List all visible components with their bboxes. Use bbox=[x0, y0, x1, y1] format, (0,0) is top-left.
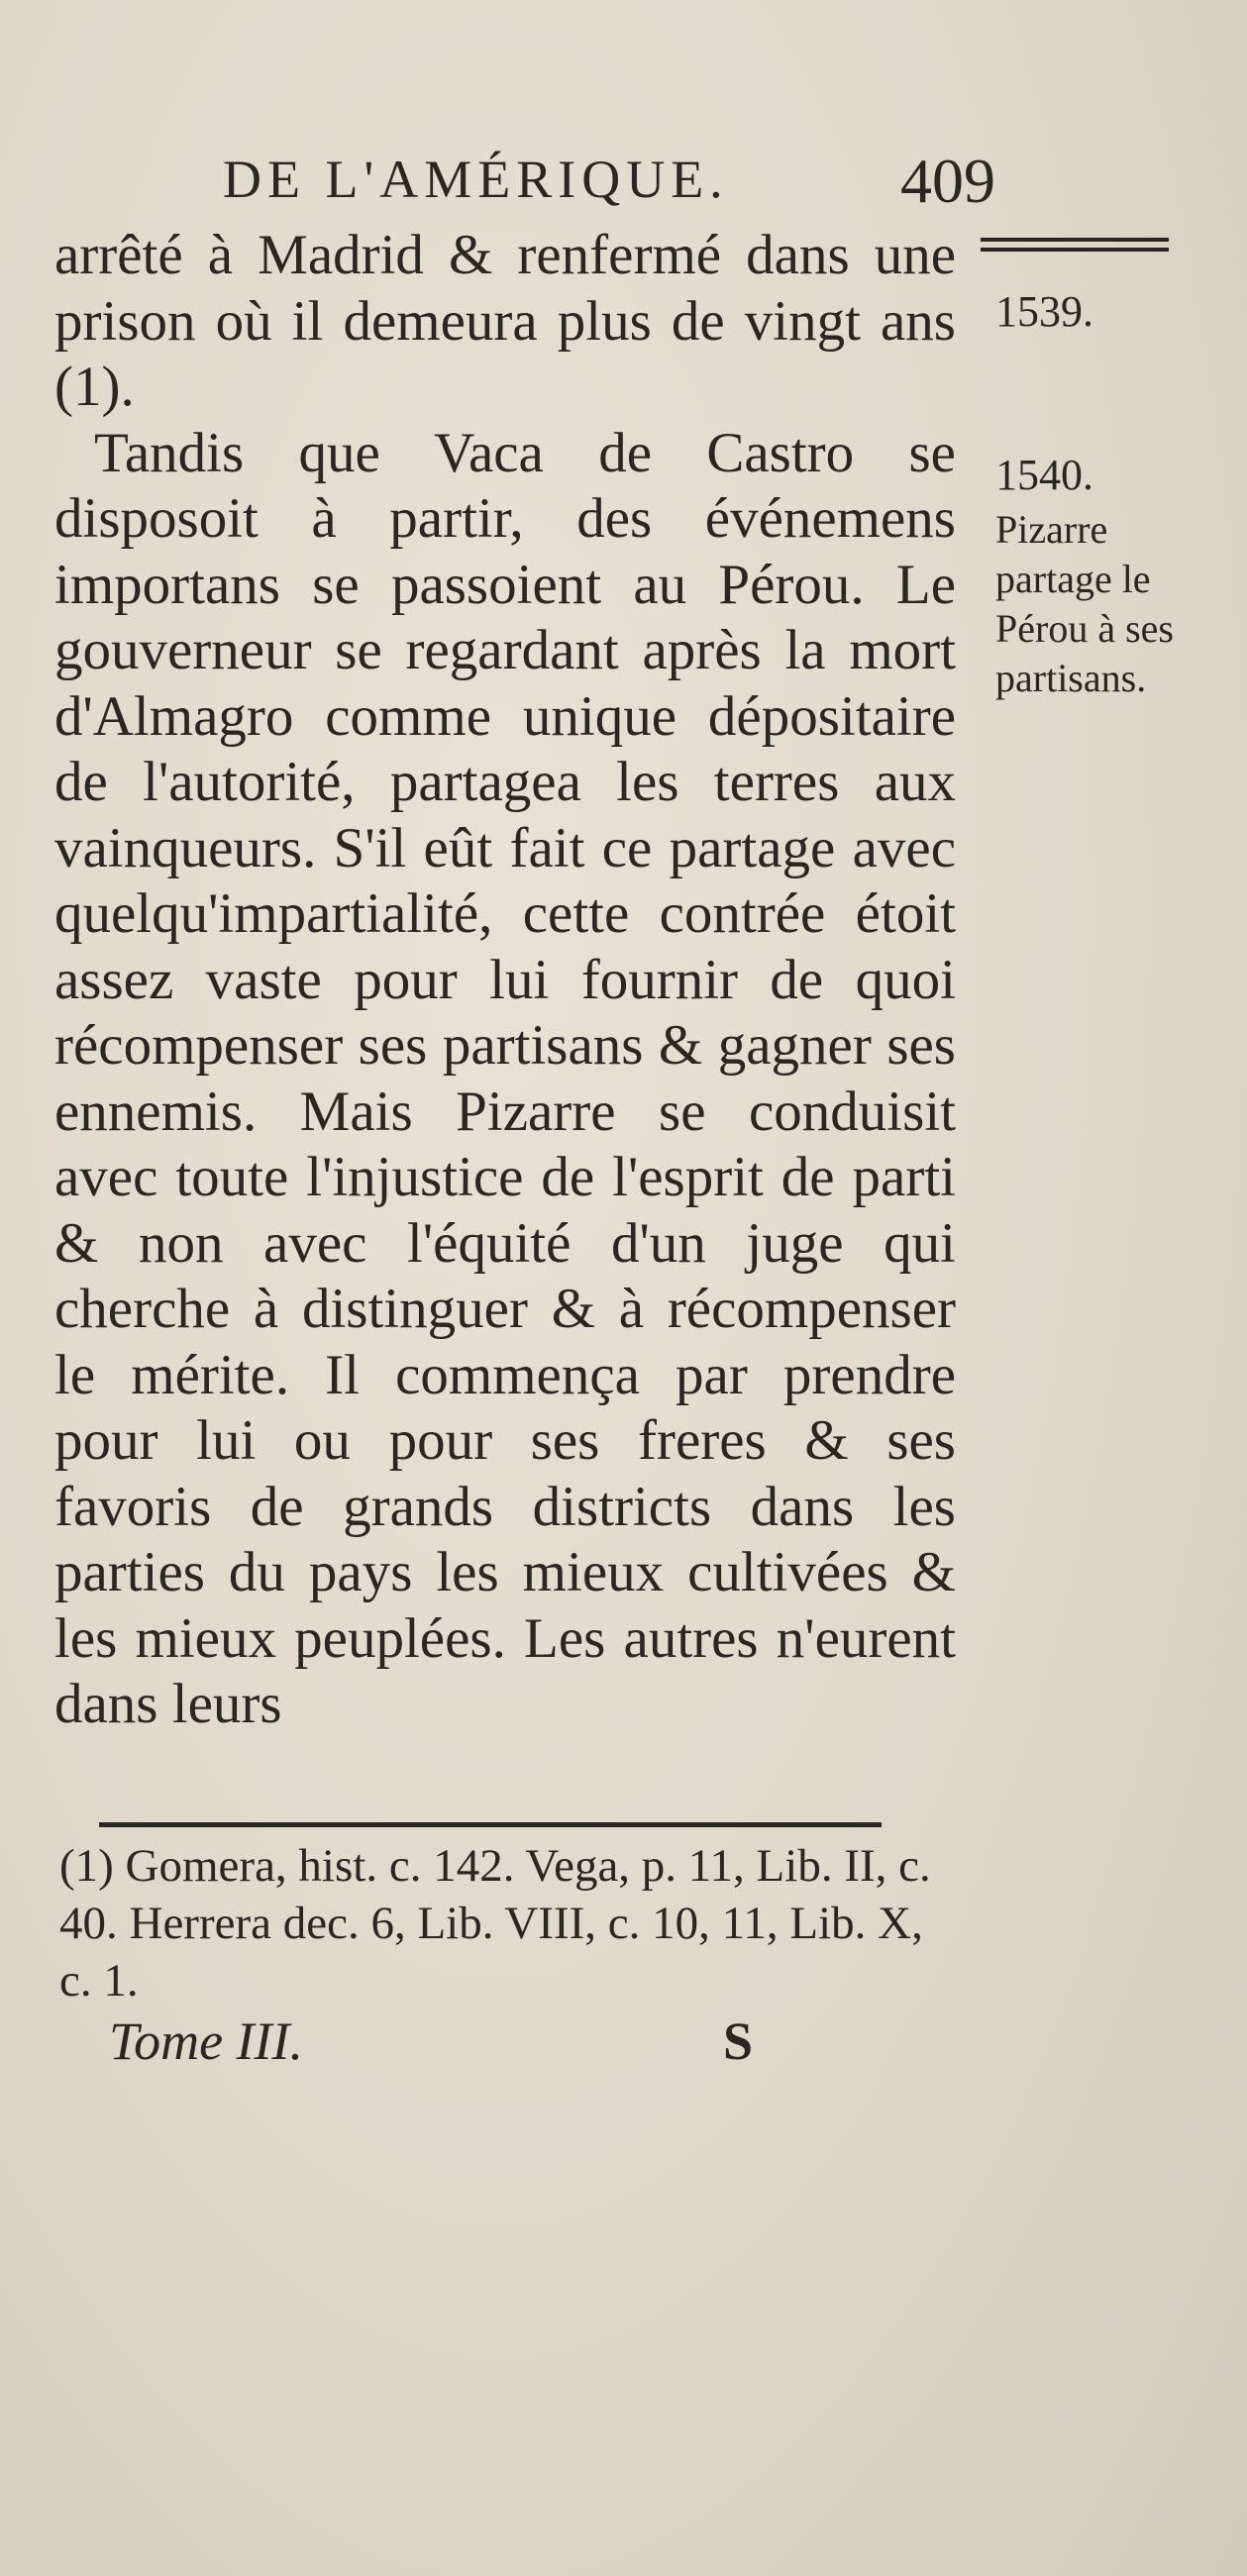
footnote: (1) Gomera, hist. c. 142. Vega, p. 11, Lib. II, c. 40. Herrera dec. 6, Lib. VIII, c. 10, 11, Lib. X, c. 1. bbox=[59, 1840, 931, 2007]
body-text bbox=[54, 223, 956, 1738]
margin-rule bbox=[981, 238, 1169, 259]
tome-label: Tome III. bbox=[109, 2011, 303, 2071]
page-footer bbox=[109, 2010, 921, 2080]
signature-mark: S bbox=[723, 2011, 754, 2071]
margin-note: Pizarre partage le Pérou à ses partisans. bbox=[995, 507, 1174, 700]
margin-year-1539: 1539. bbox=[995, 287, 1093, 336]
margin-year-1540: 1540. bbox=[995, 451, 1093, 499]
paragraph-2: Tandis que Vaca de Castro se disposoit à partir, des événemens importans se passoient au Pérou. Le gouverneur se regardant après la mort d'Almagro comme unique dépositaire de l'autorité, partagea les terres aux vainqueurs. S'il eût fait ce partage avec quelqu'impartialité, cette contrée étoit assez vaste pour lui fournir de quoi récompenser ses partisans & gagner ses ennemis. Mais Pizarre se conduisit avec toute l'injustice de l'esprit de parti & non avec l'équité d'un juge qui cherche à distinguer & à récompenser le mérite. Il commença par prendre pour lui ou pour ses freres & ses favoris de grands districts dans les parties du pays les mieux cultivées & les mieux peuplées. Les autres n'eurent dans leurs bbox=[54, 421, 956, 1735]
paragraph-1: arrêté à Madrid & renfermé dans une prison où il demeura plus de vingt ans (1). bbox=[54, 224, 956, 418]
page-header bbox=[183, 146, 995, 228]
footnote-rule bbox=[99, 1822, 882, 1827]
page-number: 409 bbox=[900, 146, 995, 216]
running-title: DE L'AMÉRIQUE. bbox=[223, 150, 729, 209]
